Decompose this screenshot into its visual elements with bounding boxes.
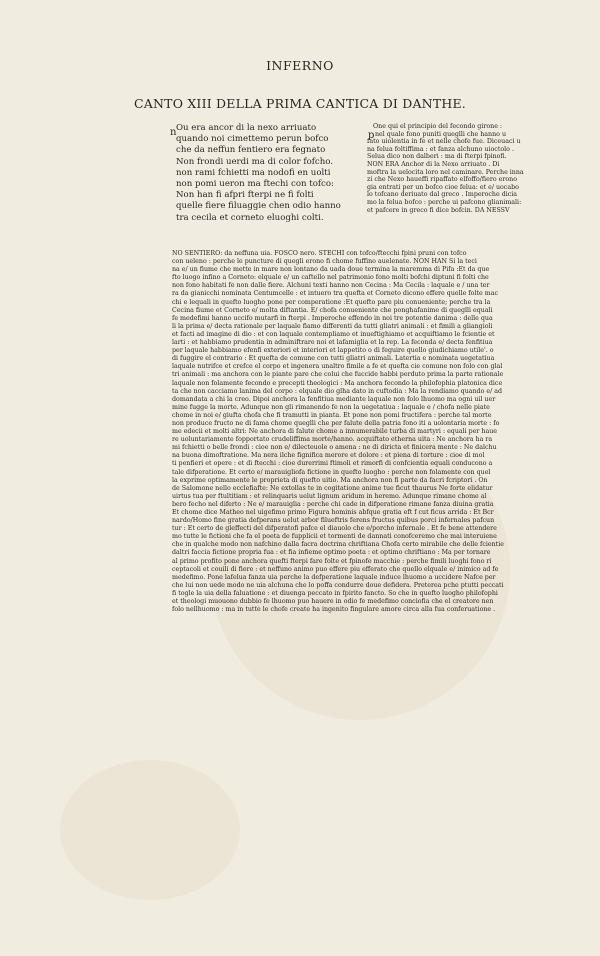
commentary-line: tur : Et certo de gleffecti del difperatofi pafce el diauolo che e/porcho infernale . Et fe bene attendere <box>172 525 497 533</box>
commentary-line: chome in noi e/ giufta chofa che fi tramutti in pianta. Et pone non pomi fructifera : perche tal morte <box>172 411 492 419</box>
verse-line: Non han fi afpri fterpi ne fi folti <box>176 190 314 201</box>
commentary-line: Cecina fiume et Corneto e/ molta diftantia. E/ chofa conueniente che ponghafanime di queglli equali <box>172 306 493 314</box>
guide-letter-left: n <box>170 127 177 138</box>
verse-line: Non frondi uerdi ma di color fofcho. <box>176 156 334 167</box>
commentary-line: fato uiolentia in fe et nelle chofe fue. Diceuaci u <box>367 138 521 146</box>
commentary-line: NON ERA Anchor di la Nexo arriuato . Di <box>367 160 500 168</box>
commentary-line: con ueleno : perche le puncture di quegli erono fi chome fuffino auelenate. NON HAN Si la teci <box>172 258 477 266</box>
commentary-line: One qui el principio del fecondo girone : <box>373 123 503 130</box>
commentary-line: che lui non uede modo ne uia alchuna che lo poffa condurre doue defidera. Preterea pche ptutti peccati <box>172 581 504 589</box>
commentary-line: na felua foltiffima : et fanza alchuno uioctolo . <box>367 145 514 153</box>
commentary-line: domandata a chi la creo. Dipoi anchora la fenfitiua mediante laquale non folo lhuomo ma ogni uil uer <box>172 395 496 403</box>
commentary-line: mo tutte le fictioni che fa el poeta de fupplicii et tormenti de dannati conofceremo che mai interuiene <box>172 533 497 541</box>
commentary-line: tri animali : ma anchora con le piante pare che colui che fuccide habbi perduto prima la parte rationale <box>172 371 504 379</box>
commentary-line: uirtus tua per ftultitiam : et relinquaris uelut lignum aridum in heremo. Adunque rimane chome al <box>172 492 487 500</box>
commentary-line: NO SENTIERO: da neffuna uia. FOSCO nero. STECHI con tofco/ftecchi fpini pruni con tofco <box>172 250 467 257</box>
running-header: INFERNO <box>266 58 334 73</box>
commentary-line: la exprime optimamente le proprieta di quefto uitio. Ma anchora non fi parte da facri fcriptori . On <box>172 476 488 484</box>
verse-line: quelle fiere filuaggie chen odio hanno <box>176 201 341 212</box>
commentary-line: per laquale habbiamo efenfi exteriori et interiori et lappetito o di feguire quello giudichiamo utile'. o <box>172 347 494 355</box>
commentary-line: nel quale fono puniti queglli che hanno u <box>375 130 507 138</box>
verse-line: Ou era ancor di la nexo arriuato <box>176 123 317 133</box>
commentary-line: larti : et habbiamo prudentia in adminiftrare noi et lafamiglia et la rep. La feconda e/ decta fenfitiua <box>172 339 493 347</box>
commentary-line: nardo/Homo fine gratia defperans uelut arbor filueftris ferens fructus quibus porci infernales pafcun <box>172 517 495 525</box>
commentary-line: moftra la uelocita loro nel caminare. Perche inna <box>367 168 524 176</box>
commentary-line: al primo profito pone anchora quefti fterpi fare folte et fpinofe macchie : perche fimili luoghi fono ri <box>172 557 492 565</box>
commentary-line: ta che non cacciamo lanima del corpo : elquale dio glha dato in cuftodia : Ma la rendiamo quando e/ ad <box>172 387 503 395</box>
commentary-line: tale difperatione. Et certo e/ marauigliofa fictione in quefto luogho : perche non folamente con quel <box>172 468 491 476</box>
commentary-line: mo la felua bofco : perche ui pafcono glianimali: <box>367 198 522 206</box>
paper-stain <box>60 760 240 900</box>
commentary-line: ti penfieri et opere : et di ftecchi : cioe durerrimi ftimoli et rimorfi di confcientia equali conducono a <box>172 460 493 468</box>
verse-block <box>176 123 366 224</box>
commentary-line: fto luogo infino a Corneto: elquale e/ un caftello nel patrimonio fono molti bofchi diptuni fi folti che <box>172 274 489 282</box>
commentary-line: zi che Nexo haueffi ripaffato elfoffo/fiero erono <box>367 176 518 184</box>
commentary-line: gia entrati per un bofco cioe felua: et e/ uocabo <box>367 183 519 191</box>
verse-line: quando noi cimettemo perun bofco <box>176 134 329 145</box>
commentary-line: li la prima e/ decta rationale per laquale fiamo differenti da tutti gliatri animali : et fimili a gliangioli <box>172 322 493 330</box>
commentary-line: lo tofcano deriuato dal greco . Imperoche dicia <box>367 191 518 199</box>
commentary-line: re uoluntariamente fopportato crudeliffima morte/hanno. acquiftato etherna uita : Ne anchora ha ra <box>172 436 493 444</box>
commentary-line: de Salomone nello ecclefiafte: Ne extollas te in cogitatione anime tue ficut thaurus Ne forte elidatur <box>172 484 493 492</box>
verse-line: non pomi ueron ma ftechi con tofco: <box>176 179 334 190</box>
commentary-line: che in qualche modo non nafchino dalla facra doctrina chriftiana Chofa certo mirabile che delle fcientie <box>172 541 504 549</box>
commentary-line: et facti ad imagine di dio : et con laquale contempliamo et inueftighiamo et acquiftiamo le fcientie et <box>172 330 495 338</box>
commentary-line: daltri faccia fictione propria fua : et fia infieme optimo poeta : et optimo chriftiano : Ma per tornare <box>172 549 491 557</box>
commentary-block <box>172 250 552 614</box>
commentary-line: chi e lequali in quefto luogho pone per comperatione :Et quefto pare piu conueniente; perche tra la <box>172 298 491 306</box>
commentary-line: Selua dico non dalberi : ma di fterpi fpinofi. <box>367 153 507 161</box>
commentary-line: folo nellhuomo : ma in tutte le chofe create ha ingenito fingulare amore circa alla fua conferuatione . <box>172 606 496 614</box>
commentary-line: medefimo. Pone lafelua fanza uia perche la defperatione laquale induce lhuomo a uccidere Nafce per <box>172 573 496 581</box>
commentary-line: me edecii et molti altri: Ne anchora di falute chome a innumerabile turba di martyri : equali per haue <box>172 428 498 436</box>
guide-letter-right: p <box>368 130 375 141</box>
commentary-line: na buona dimoftratione. Ma nera ilche fignifica merore et dolore : et piena di torture : cioe di mol <box>172 452 485 460</box>
commentary-line: laquale non folamente fecondo e precepti theologici : Ma anchora fecondo la philofophia platonica dice <box>172 379 503 387</box>
commentary-line: ceptacoli et couili di fiere : et neffuno animo puo effere piu efferato che quello elquale e/ inimico ad fe <box>172 565 499 573</box>
commentary-line: bero fecho nel diferto : Ne e/ marauiglia : perche chi cade in difperatione rimane fanza diuina gratia <box>172 500 494 508</box>
commentary-line: ra da gianicchi nominata Centumcelle : et intuero tra quefta et Corneto dicono effere quelle folte mac <box>172 290 499 298</box>
commentary-line: mine fugge la morte. Adunque non gli rimanendo fe non la uegetatiua : laquale e / chofa nelle piate <box>172 403 490 411</box>
commentary-line: na e/ un fiume che mette in mare non lontano da uada doue termina la maremma di Pifa :Et da que <box>172 266 490 274</box>
commentary-top-block <box>367 123 550 214</box>
commentary-line: non fono habitati fe non dalle fiere. Alchuni texti hanno non Cecina : Ma Cecila : laquale e / una ter <box>172 282 490 290</box>
verse-line: che da neffun fentiero era fegnato <box>176 145 326 156</box>
commentary-line: laquale nutrifce et crefce el corpo et ingenera unaltro fimile a fe et quefta cie comune non folo con glal <box>172 363 503 371</box>
commentary-line: non produce fructo ne di fama chome queglli che per falute della patria fono iti a uolontaria morte : fo <box>172 419 500 427</box>
commentary-line: fe medefimi hanno uccifo mutarfi in fterpi . Imperoche effendo in noi tre potentie danima : delle qua <box>172 314 493 322</box>
commentary-line: fi togle la uia della faluatione : et diuenga peccato in fpirito fancto. So che in quefto luogho philofophi <box>172 589 498 597</box>
commentary-line: Et chome dice Matheo nel uigefimo primo Figura hominis abfque gratia eft f cut ficus arrida : Et Bcr <box>172 509 494 516</box>
canto-title: CANTO XIII DELLA PRIMA CANTICA DI DANTHE. <box>134 96 466 111</box>
commentary-line: mi fchietti o belle frondi : cioe non e/ dilecteuole o amena : ne di diricta et finicera mente : Ne dalchu <box>172 444 497 452</box>
commentary-line: di fuggire el contrario : Et quefta de comune con tutti gliatri animali. Latertia e nominata uegetatiua <box>172 355 495 363</box>
commentary-line: et pafcere in greco fi dice bofcin. DA NESSV <box>367 206 510 214</box>
verse-line: non rami fchietti ma nodofi en uolti <box>176 167 331 178</box>
verse-line: tra cecila et corneto eluoghi colti. <box>176 212 324 223</box>
commentary-line: et theologi muouono dubbio fe lhuomo puo hauere in odio fe medefimo conciofia che el creatore nen <box>172 598 494 606</box>
